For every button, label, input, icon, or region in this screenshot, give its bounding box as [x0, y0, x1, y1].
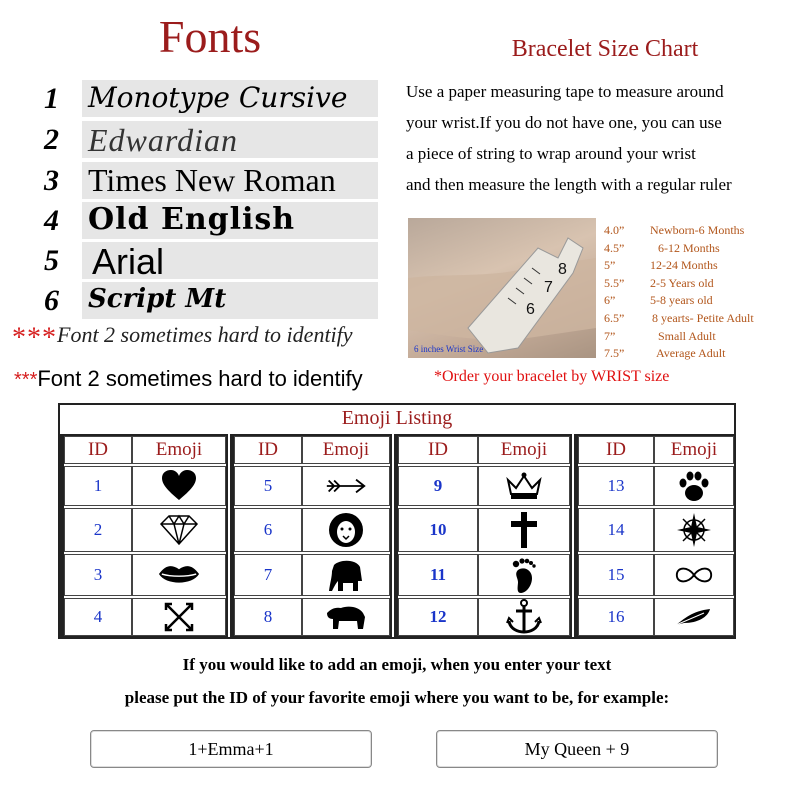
size-value: 7.5” [604, 346, 625, 361]
size-label: 12-24 Months [650, 258, 718, 273]
emoji-id: 14 [607, 520, 625, 539]
size-label: Small Adult [658, 328, 716, 343]
header-emoji: Emoji [654, 436, 734, 464]
fonts-title: Fonts [158, 11, 262, 62]
size-label: Average Adult [656, 346, 726, 361]
size-label: 5-8 years old [650, 293, 713, 308]
size-label: 6-12 Months [658, 240, 720, 255]
font-name-arial: Arial [82, 242, 378, 279]
emoji-listing-title: Emoji Listing [341, 407, 453, 429]
size-value: 6” [604, 293, 616, 308]
instruction-line: Use a paper measuring tape to measure around [406, 82, 724, 101]
font-name-edwardian: Edwardian [82, 121, 378, 158]
emoji-id: 3 [93, 565, 103, 584]
font-name-times: Times New Roman [82, 162, 378, 199]
lion-icon [325, 513, 367, 547]
instruction-line: and then measure the length with a regular ruler [406, 175, 732, 194]
note-stars: *** [12, 322, 57, 354]
size-value: 4.5” [604, 240, 625, 255]
note-text: Font 2 sometimes hard to identify [57, 322, 353, 347]
font-name-monotype: Monotype Cursive [82, 80, 378, 117]
instruction-line: a piece of string to wrap around your wrist [406, 144, 696, 163]
emoji-id: 10 [429, 520, 447, 539]
emoji-group-1 [60, 434, 228, 638]
wrist-tape-illustration [408, 218, 596, 358]
heart-icon [158, 469, 200, 503]
font-name-old-english: Old English [82, 202, 378, 239]
font-number: 3 [44, 164, 59, 197]
font-number: 5 [44, 244, 59, 277]
emoji-id: 13 [607, 476, 625, 495]
font-number: 2 [44, 123, 59, 156]
example-box-1: 1+Emma+1 [90, 730, 372, 768]
emoji-group-3 [394, 434, 572, 638]
size-label: Newborn-6 Months [650, 223, 745, 237]
feather-icon [673, 600, 715, 634]
font-option-4 [44, 202, 376, 239]
footprint-icon [503, 558, 545, 592]
emoji-id: 2 [93, 520, 103, 539]
paw-icon [673, 469, 715, 503]
lips-icon [158, 558, 200, 592]
size-row [604, 257, 794, 275]
emoji-id: 8 [263, 607, 273, 626]
header-id: ID [578, 436, 654, 464]
size-value: 4.0” [604, 223, 625, 237]
example-box-2: My Queen + 9 [436, 730, 718, 768]
emoji-instructions [0, 648, 794, 714]
note-text: Font 2 sometimes hard to identify [37, 366, 363, 391]
note-stars: *** [14, 369, 38, 391]
font-number: 4 [44, 204, 59, 237]
bracelet-chart-title: Bracelet Size Chart [511, 36, 699, 62]
size-value: 5.5” [604, 275, 625, 290]
header-id: ID [64, 436, 132, 464]
infinity-icon [673, 558, 715, 592]
order-note: *Order your bracelet by WRIST size [434, 368, 670, 385]
wrist-measure-photo [408, 218, 596, 358]
size-value: 5” [604, 258, 616, 273]
font-number: 6 [44, 284, 59, 317]
tape-number: 7 [544, 279, 553, 296]
elephant-icon [325, 558, 367, 592]
header-emoji: Emoji [478, 436, 570, 464]
emoji-id: 4 [93, 607, 103, 626]
size-value: 6.5” [604, 310, 625, 325]
size-value: 7” [604, 328, 616, 343]
emoji-id: 9 [433, 476, 443, 495]
emoji-group-4 [574, 434, 736, 638]
font-option-1 [44, 80, 376, 117]
diamond-icon [158, 513, 200, 547]
size-label: 8 yearts- Petite Adult [652, 310, 754, 325]
size-row [604, 292, 794, 310]
arrow-icon [325, 469, 367, 503]
bear-icon [325, 600, 367, 634]
size-row [604, 328, 794, 346]
size-list [604, 222, 794, 363]
instruction-line-2: please put the ID of your favorite emoji where you want to be, for example: [124, 688, 670, 707]
header-emoji: Emoji [302, 436, 390, 464]
emoji-id: 1 [93, 476, 103, 495]
size-row [604, 310, 794, 328]
crown-icon [503, 469, 545, 503]
font-note-plain [14, 366, 363, 392]
font-option-3 [44, 162, 376, 199]
compass-icon [673, 513, 715, 547]
size-label: 2-5 Years old [650, 275, 714, 290]
measure-instructions [406, 76, 786, 200]
header-id: ID [234, 436, 302, 464]
font-note-script [12, 322, 404, 358]
emoji-id: 6 [263, 520, 273, 539]
anchor-icon [503, 600, 545, 634]
instruction-line-1: If you would like to add an emoji, when you enter your text [182, 655, 612, 674]
emoji-id: 11 [429, 565, 447, 584]
photo-caption: 6 inches Wrist Size [414, 344, 484, 354]
size-row [604, 275, 794, 293]
font-option-5 [44, 242, 376, 279]
font-option-6 [44, 282, 376, 319]
size-row [604, 345, 794, 363]
size-row [604, 240, 794, 258]
emoji-id: 15 [607, 565, 625, 584]
tape-number: 6 [526, 301, 535, 318]
header-id: ID [398, 436, 478, 464]
instruction-line: your wrist.If you do not have one, you can use [406, 113, 722, 132]
tape-number: 8 [558, 261, 567, 278]
size-row [604, 222, 794, 240]
emoji-id: 16 [607, 607, 625, 626]
emoji-group-2 [230, 434, 392, 638]
emoji-id: 7 [263, 565, 273, 584]
emoji-id: 12 [429, 607, 447, 626]
crossed-arrows-icon [158, 600, 200, 634]
font-option-2 [44, 121, 376, 158]
font-name-script-mt: Script Mt [82, 282, 378, 319]
emoji-id: 5 [263, 476, 273, 495]
header-emoji: Emoji [132, 436, 226, 464]
font-number: 1 [44, 82, 59, 115]
cross-icon [503, 513, 545, 547]
